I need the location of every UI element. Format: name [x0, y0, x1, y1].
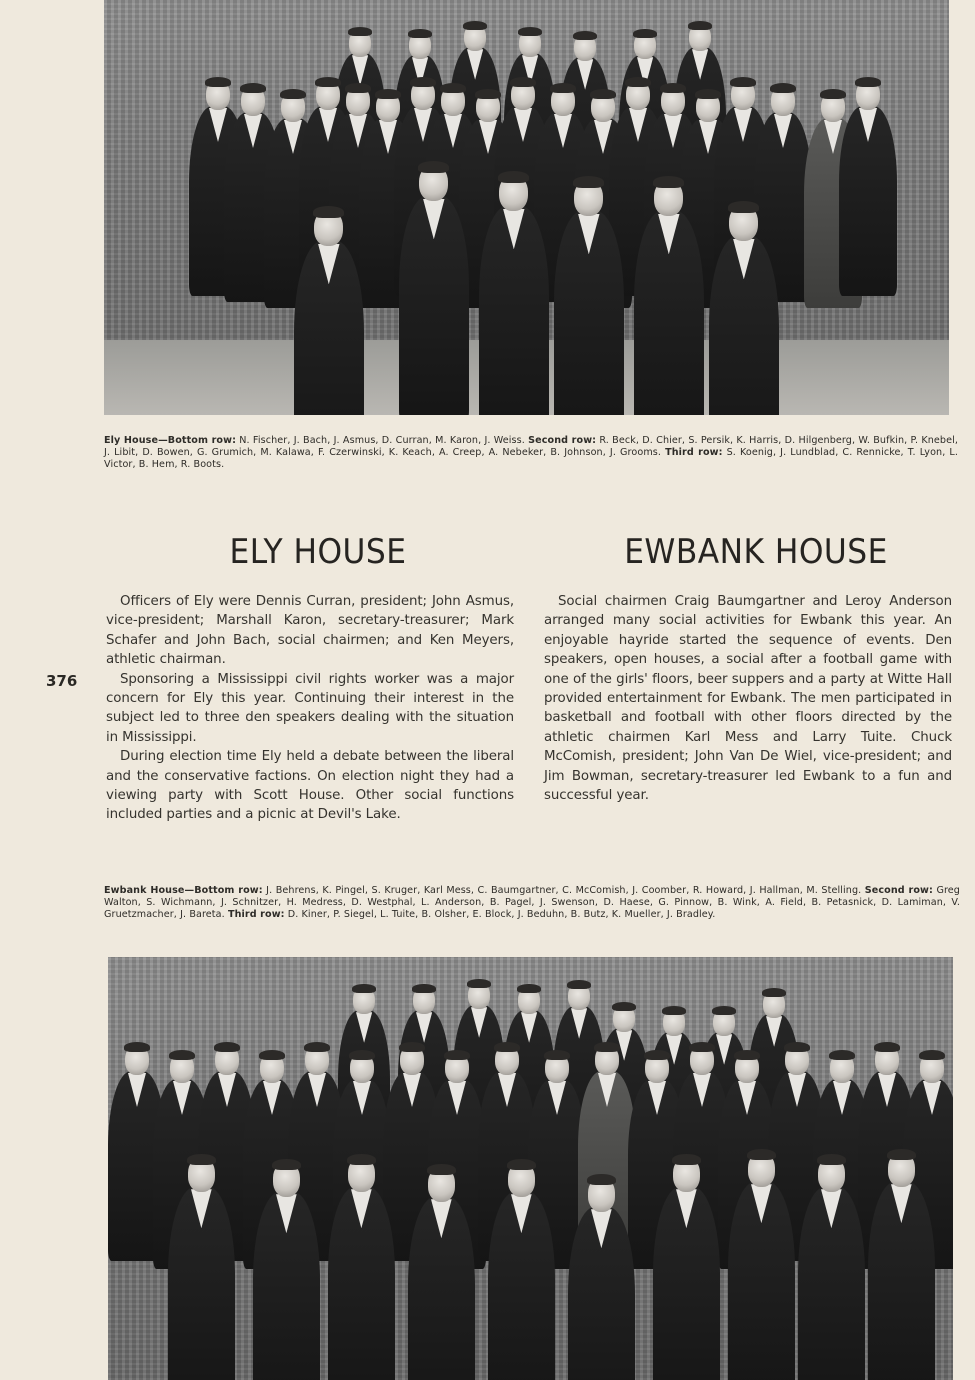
caption-row-names: Greg Walton, S. Wichmann, J. Schnitzer, H. Medress, D. Westphal, L. Anderson, B. Pagel, J. Swenson, D. Haese, G. Pinnow, B. Wink, A. Field, B. Petasnick, D. Lamiman, V. Gruetzmacher, J. Bareta. [104, 885, 960, 920]
caption-row-label: Second row: [864, 885, 933, 896]
caption-row-names: S. Koenig, J. Lundblad, C. Rennicke, T. Lyon, L. Victor, B. Hem, R. Boots. [104, 447, 958, 470]
caption-row-names: D. Kiner, P. Siegel, L. Tuite, B. Olsher, E. Block, J. Beduhn, B. Butz, K. Mueller, J. Bradley. [287, 909, 716, 920]
caption-title: Ely House [104, 435, 159, 446]
ely-house-group-photo [104, 0, 949, 415]
ewbank-house-article [544, 592, 952, 805]
page-number: 376 [46, 672, 78, 690]
caption-row-names: R. Beck, D. Chier, S. Persik, K. Harris, D. Hilgenberg, W. Bufkin, P. Knebel, J. Libit, D. Bowen, G. Grumich, M. Kalawa, F. Czerwinski, K. Keach, A. Creep, A. Nebeker, B. Johnson, J. Grooms. [104, 435, 959, 458]
ely-house-heading: ELY HOUSE [229, 532, 407, 572]
article-paragraph: Officers of Ely were Dennis Curran, president; John Asmus, vice-president; Marshall Karon, secretary-treasurer; Mark Schafer and John Bach, social chairmen; and Ken Meyers, athletic chairman. [106, 594, 514, 668]
caption-row-names: N. Fischer, J. Bach, J. Asmus, D. Curran, M. Karon, J. Weiss. [239, 435, 525, 446]
caption-row-names: J. Behrens, K. Pingel, S. Kruger, Karl Mess, C. Baumgartner, C. McComish, J. Coomber, R. Howard, J. Hallman, M. Stelling. [266, 885, 862, 896]
caption-row-label: Second row: [528, 435, 597, 446]
article-paragraph: Sponsoring a Mississippi civil rights worker was a major concern for Ely this year. Continuing their interest in the subject led to three den speakers dealing with the situation in Mississippi. [106, 671, 514, 745]
article-paragraph: During election time Ely held a debate between the liberal and the conservative factions. On election night they had a viewing party with Scott House. Other social functions included parties and a picnic at Devil's Lake. [106, 749, 514, 823]
ely-house-caption: Ely House—Bottom row: N. Fischer, J. Bach, J. Asmus, D. Curran, M. Karon, J. Weiss. Second row: R. Beck, D. Chier, S. Persik, K. Harris, D. Hilgenberg, W. Bufkin, P. Knebel, J. Libit, D. Bowen, G. Grumich, M. Kalawa, F. Czerwinski, K. Keach, A. Creep, A. Nebeker, B. Johnson, J. Grooms. Third row: S. Koenig, J. Lundblad, C. Rennicke, T. Lyon, L. Victor, B. Hem, R. Boots. [104, 435, 959, 470]
ewbank-house-heading: EWBANK HOUSE [624, 532, 888, 572]
ewbank-house-group-photo [108, 957, 953, 1380]
article-paragraph: Social chairmen Craig Baumgartner and Leroy Anderson arranged many social activities for Ewbank this year. An enjoyable hayride started the sequence of events. Den speakers, open houses, a social after a football game with one of the girls' floors, beer suppers and a party at Witte Hall provided entertainment for Ewbank. The men participated in basketball and football with other floors directed by the athletic chairmen Karl Mess and Larry Tuite. Chuck McComish, president; John Van De Wiel, vice-president; and Jim Bowman, secretary-treasurer led Ewbank to a fun and successful year. [544, 594, 952, 804]
ely-house-article [106, 592, 514, 825]
ewbank-house-caption: Ewbank House—Bottom row: J. Behrens, K. Pingel, S. Kruger, Karl Mess, C. Baumgartner, C. McComish, J. Coomber, R. Howard, J. Hallman, M. Stelling. Second row: Greg Walton, S. Wichmann, J. Schnitzer, H. Medress, D. Westphal, L. Anderson, B. Pagel, J. Swenson, D. Haese, G. Pinnow, B. Wink, A. Field, B. Petasnick, D. Lamiman, V. Gruetzmacher, J. Bareta. Third row: D. Kiner, P. Siegel, L. Tuite, B. Olsher, E. Block, J. Beduhn, B. Butz, K. Mueller, J. Bradley. [104, 885, 960, 920]
caption-row-label: Bottom row: [194, 885, 263, 896]
caption-row-label: Third row: [227, 909, 285, 920]
caption-title: Ewbank House [104, 885, 185, 896]
caption-row-label: Bottom row: [167, 435, 237, 446]
caption-row-label: Third row: [665, 447, 723, 458]
